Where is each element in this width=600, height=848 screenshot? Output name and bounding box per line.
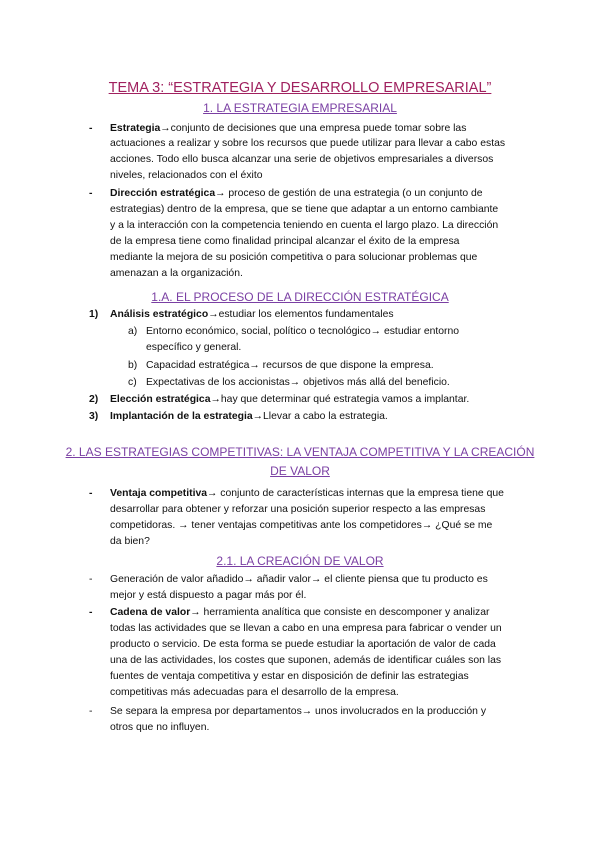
text-line: da bien? <box>110 536 150 547</box>
term: Ventaja competitiva <box>110 488 208 499</box>
list-item-implantacion <box>110 409 388 424</box>
number: 3) <box>89 411 99 422</box>
text-line: producto o servicio. De esta forma se puede estudiar la aportación de valor de cada <box>110 639 496 650</box>
text-line: Generación de valor añadido→ añadir valor→ el cliente piensa que tu producto es <box>110 574 488 585</box>
text: → herramienta analítica que consiste en descomponer y analizar <box>190 607 490 618</box>
list-item-eleccion <box>110 392 469 407</box>
list-item-analisis <box>110 307 394 322</box>
list-item-estrategia <box>110 121 466 136</box>
text-line: actuaciones a realizar y sobre los recursos que puede utilizar para llevar a cabo estas <box>110 138 506 149</box>
text: →Llevar a cabo la estrategia. <box>252 411 388 422</box>
section-21-heading: 2.1. LA CREACIÓN DE VALOR <box>216 554 384 568</box>
text-line: mejor y está dispuesto a pagar más por él. <box>110 590 307 601</box>
section-2-heading-line2: DE VALOR <box>270 464 330 478</box>
term: Estrategia <box>110 123 161 134</box>
text-line: Capacidad estratégica→ recursos de que dispone la empresa. <box>146 360 434 371</box>
text-line: mediante la mejora de su posición competitiva o para solucionar problemas que <box>110 252 478 263</box>
list-item-cadena-valor <box>110 605 489 620</box>
section-1-heading: 1. LA ESTRATEGIA EMPRESARIAL <box>203 101 397 115</box>
bullet: - <box>89 123 93 134</box>
list-item-ventaja <box>110 486 504 501</box>
term: Elección estratégica <box>110 394 211 405</box>
number: 2) <box>89 394 99 405</box>
section-2-heading: 2. LAS ESTRATEGIAS COMPETITIVAS: LA VENTAJA COMPETITIVA Y LA CREACIÓN <box>65 445 535 459</box>
text-line: acciones. Todo ello busca alcanzar una serie de objetivos empresariales a diversos <box>110 154 494 165</box>
term: Dirección estratégica <box>110 188 216 199</box>
bullet: - <box>89 488 93 499</box>
text-line: amenazan a la organización. <box>110 268 243 279</box>
text-line: fuentes de ventaja competitiva y estar en disposición de definir las estrategias <box>110 671 469 682</box>
bullet: - <box>89 706 93 717</box>
text-line: estrategias) dentro de la empresa, que se tiene que adaptar a un entorno cambiante <box>110 204 499 215</box>
text: → proceso de gestión de una estrategia (o un conjunto de <box>215 188 483 199</box>
letter: c) <box>128 377 137 388</box>
text-line: una de las actividades, los costes que suponen, además de identificar cuáles son las <box>110 655 502 666</box>
text-line: competidoras. → tener ventajas competitivas ante los competidores→ ¿Qué se me <box>110 520 493 531</box>
text-line: otros que no influyen. <box>110 722 210 733</box>
text-line: Entorno económico, social, político o tecnológico→ estudiar entorno <box>146 326 460 337</box>
text-line: desarrollar para obtener y reforzar una posición superior respecto a las empresas <box>110 504 486 515</box>
section-1a-heading: 1.A. EL PROCESO DE LA DIRECCIÓN ESTRATÉGICA <box>151 290 449 304</box>
text-line: Expectativas de los accionistas→ objetivos más allá del beneficio. <box>146 377 450 388</box>
text-line: de la empresa tiene como finalidad principal alcanzar el éxito de la empresa <box>110 236 460 247</box>
term: Análisis estratégico <box>110 309 209 320</box>
bullet: - <box>89 607 93 618</box>
text: →hay que determinar qué estrategia vamos a implantar. <box>210 394 470 405</box>
letter: a) <box>128 326 138 337</box>
text-line: competitivas más adecuadas para el desarrollo de la empresa. <box>110 687 399 698</box>
text-line: y a la interacción con la competencia teniendo en cuenta el largo plazo. La dirección <box>110 220 499 231</box>
text: →conjunto de decisiones que una empresa puede tomar sobre las <box>160 123 467 134</box>
term: Implantación de la estrategia <box>110 411 253 422</box>
term: Cadena de valor <box>110 607 191 618</box>
number: 1) <box>89 309 99 320</box>
text-line: específico y general. <box>146 342 242 353</box>
list-item-direccion <box>110 186 483 201</box>
text: → conjunto de características internas que la empresa tiene que <box>207 488 504 499</box>
bullet: - <box>89 188 93 199</box>
document-title: TEMA 3: “ESTRATEGIA Y DESARROLLO EMPRESARIAL” <box>108 80 492 96</box>
text-line: Se separa la empresa por departamentos→ unos involucrados en la producción y <box>110 706 487 717</box>
text-line: niveles, relacionados con el éxito <box>110 170 263 181</box>
text-line: todas las actividades que se llevan a cabo en una empresa para fabricar o vender un <box>110 623 502 634</box>
letter: b) <box>128 360 138 371</box>
text: →estudiar los elementos fundamentales <box>208 309 394 320</box>
bullet: - <box>89 574 93 585</box>
